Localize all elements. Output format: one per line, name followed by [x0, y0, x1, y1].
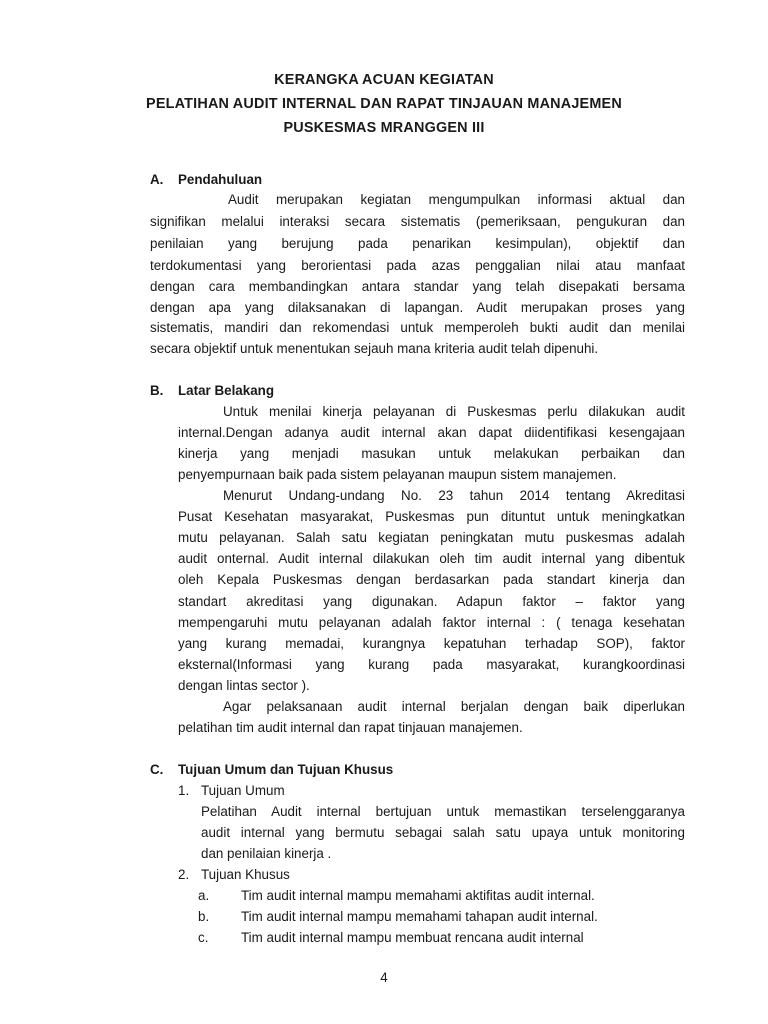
list-number: 1. [178, 783, 190, 798]
doc-title-line-2: PELATIHAN AUDIT INTERNAL DAN RAPAT TINJAUAN MANAJEMEN [146, 96, 622, 112]
section-b-line: Menurut Undang-undang No. 23 tahun 2014 tentang Akreditasi [223, 488, 685, 503]
section-a-line: signifikan melalui interaksi secara sistematis (pemeriksaan, pengukuran dan [150, 214, 685, 229]
section-a-line: dengan cara membandingkan antara standar yang telah disepakati bersama [150, 279, 685, 294]
section-b-line: kinerja yang menjadi masukan untuk melakukan perbaikan dan [178, 446, 685, 461]
section-b-line: audit onternal. Audit internal dilakukan oleh tim audit internal yang dibentuk [178, 551, 685, 566]
section-b-line: Agar pelaksanaan audit internal berjalan dengan baik diperlukan [223, 699, 685, 714]
section-c-line: Pelatihan Audit internal bertujuan untuk memastikan terselenggaranya [201, 804, 685, 819]
sub-item-text: Tim audit internal mampu memahami aktifitas audit internal. [241, 888, 595, 903]
section-b-line: mutu pelayanan. Salah satu kegiatan peningkatan mutu puskesmas adalah [178, 530, 685, 545]
section-c-line: dan penilaian kinerja . [201, 846, 332, 861]
section-b-line: pelatihan tim audit internal dan rapat tinjauan manajemen. [178, 720, 523, 735]
section-a-line: secara objektif untuk menentukan sejauh mana kriteria audit telah dipenuhi. [150, 341, 599, 356]
list-number: 2. [178, 867, 190, 882]
sub-item-text: Tim audit internal mampu membuat rencana audit internal [241, 930, 584, 945]
section-b-line: yang kurang memadai, kurangnya kepatuhan terhadap SOP), faktor [178, 636, 685, 651]
section-b-line: mempengaruhi mutu pelayanan adalah faktor internal : ( tenaga kesehatan [178, 615, 685, 630]
section-b-line: Untuk menilai kinerja pelayanan di Puskesmas perlu dilakukan audit [223, 404, 685, 419]
section-b-line: standart akreditasi yang digunakan. Adapun faktor – faktor yang [178, 594, 685, 609]
section-a-line: dengan apa yang dilaksanakan di lapangan. Audit merupakan proses yang [150, 300, 685, 315]
sub-item-text: Tim audit internal mampu memahami tahapan audit internal. [241, 909, 598, 924]
section-c-letter: C. [150, 762, 164, 777]
section-a-line: terdokumentasi yang berorientasi pada azas penggalian nilai atau manfaat [150, 258, 685, 273]
doc-title-line-3: PUSKESMAS MRANGGEN III [283, 120, 485, 136]
doc-title-line-1: KERANGKA ACUAN KEGIATAN [274, 72, 494, 88]
sub-item-letter: b. [198, 909, 210, 924]
section-a-line: penilaian yang berujung pada penarikan kesimpulan), objektif dan [150, 236, 685, 251]
section-c-line: audit internal yang bermutu sebagai salah satu upaya untuk monitoring [201, 825, 685, 840]
sub-item-letter: c. [198, 930, 209, 945]
section-b-line: eksternal(Informasi yang kurang pada masyarakat, kurangkoordinasi [178, 657, 685, 672]
section-a-line: Audit merupakan kegiatan mengumpulkan informasi aktual dan [228, 192, 685, 207]
section-b-heading: Latar Belakang [178, 383, 275, 398]
section-a-heading: Pendahuluan [178, 172, 263, 187]
section-b-line: internal.Dengan adanya audit internal akan dapat diidentifikasi kesengajaan [178, 425, 685, 440]
section-b-letter: B. [150, 383, 164, 398]
section-b-line: penyempurnaan baik pada sistem pelayanan maupun sistem manajemen. [178, 467, 617, 482]
list-item-label: Tujuan Umum [201, 783, 285, 798]
list-item-label: Tujuan Khusus [201, 867, 290, 882]
section-b-line: oleh Kepala Puskesmas dengan berdasarkan pada standart kinerja dan [178, 572, 685, 587]
page-number: 4 [380, 970, 388, 985]
section-c-heading: Tujuan Umum dan Tujuan Khusus [178, 762, 394, 777]
section-b-line: Pusat Kesehatan masyarakat, Puskesmas pun dituntut untuk meningkatkan [178, 509, 685, 524]
section-a-letter: A. [150, 172, 164, 187]
sub-item-letter: a. [198, 888, 210, 903]
section-b-line: dengan lintas sector ). [178, 678, 310, 693]
section-a-line: sistematis, mandiri dan rekomendasi untuk memperoleh bukti audit dan menilai [150, 320, 685, 335]
